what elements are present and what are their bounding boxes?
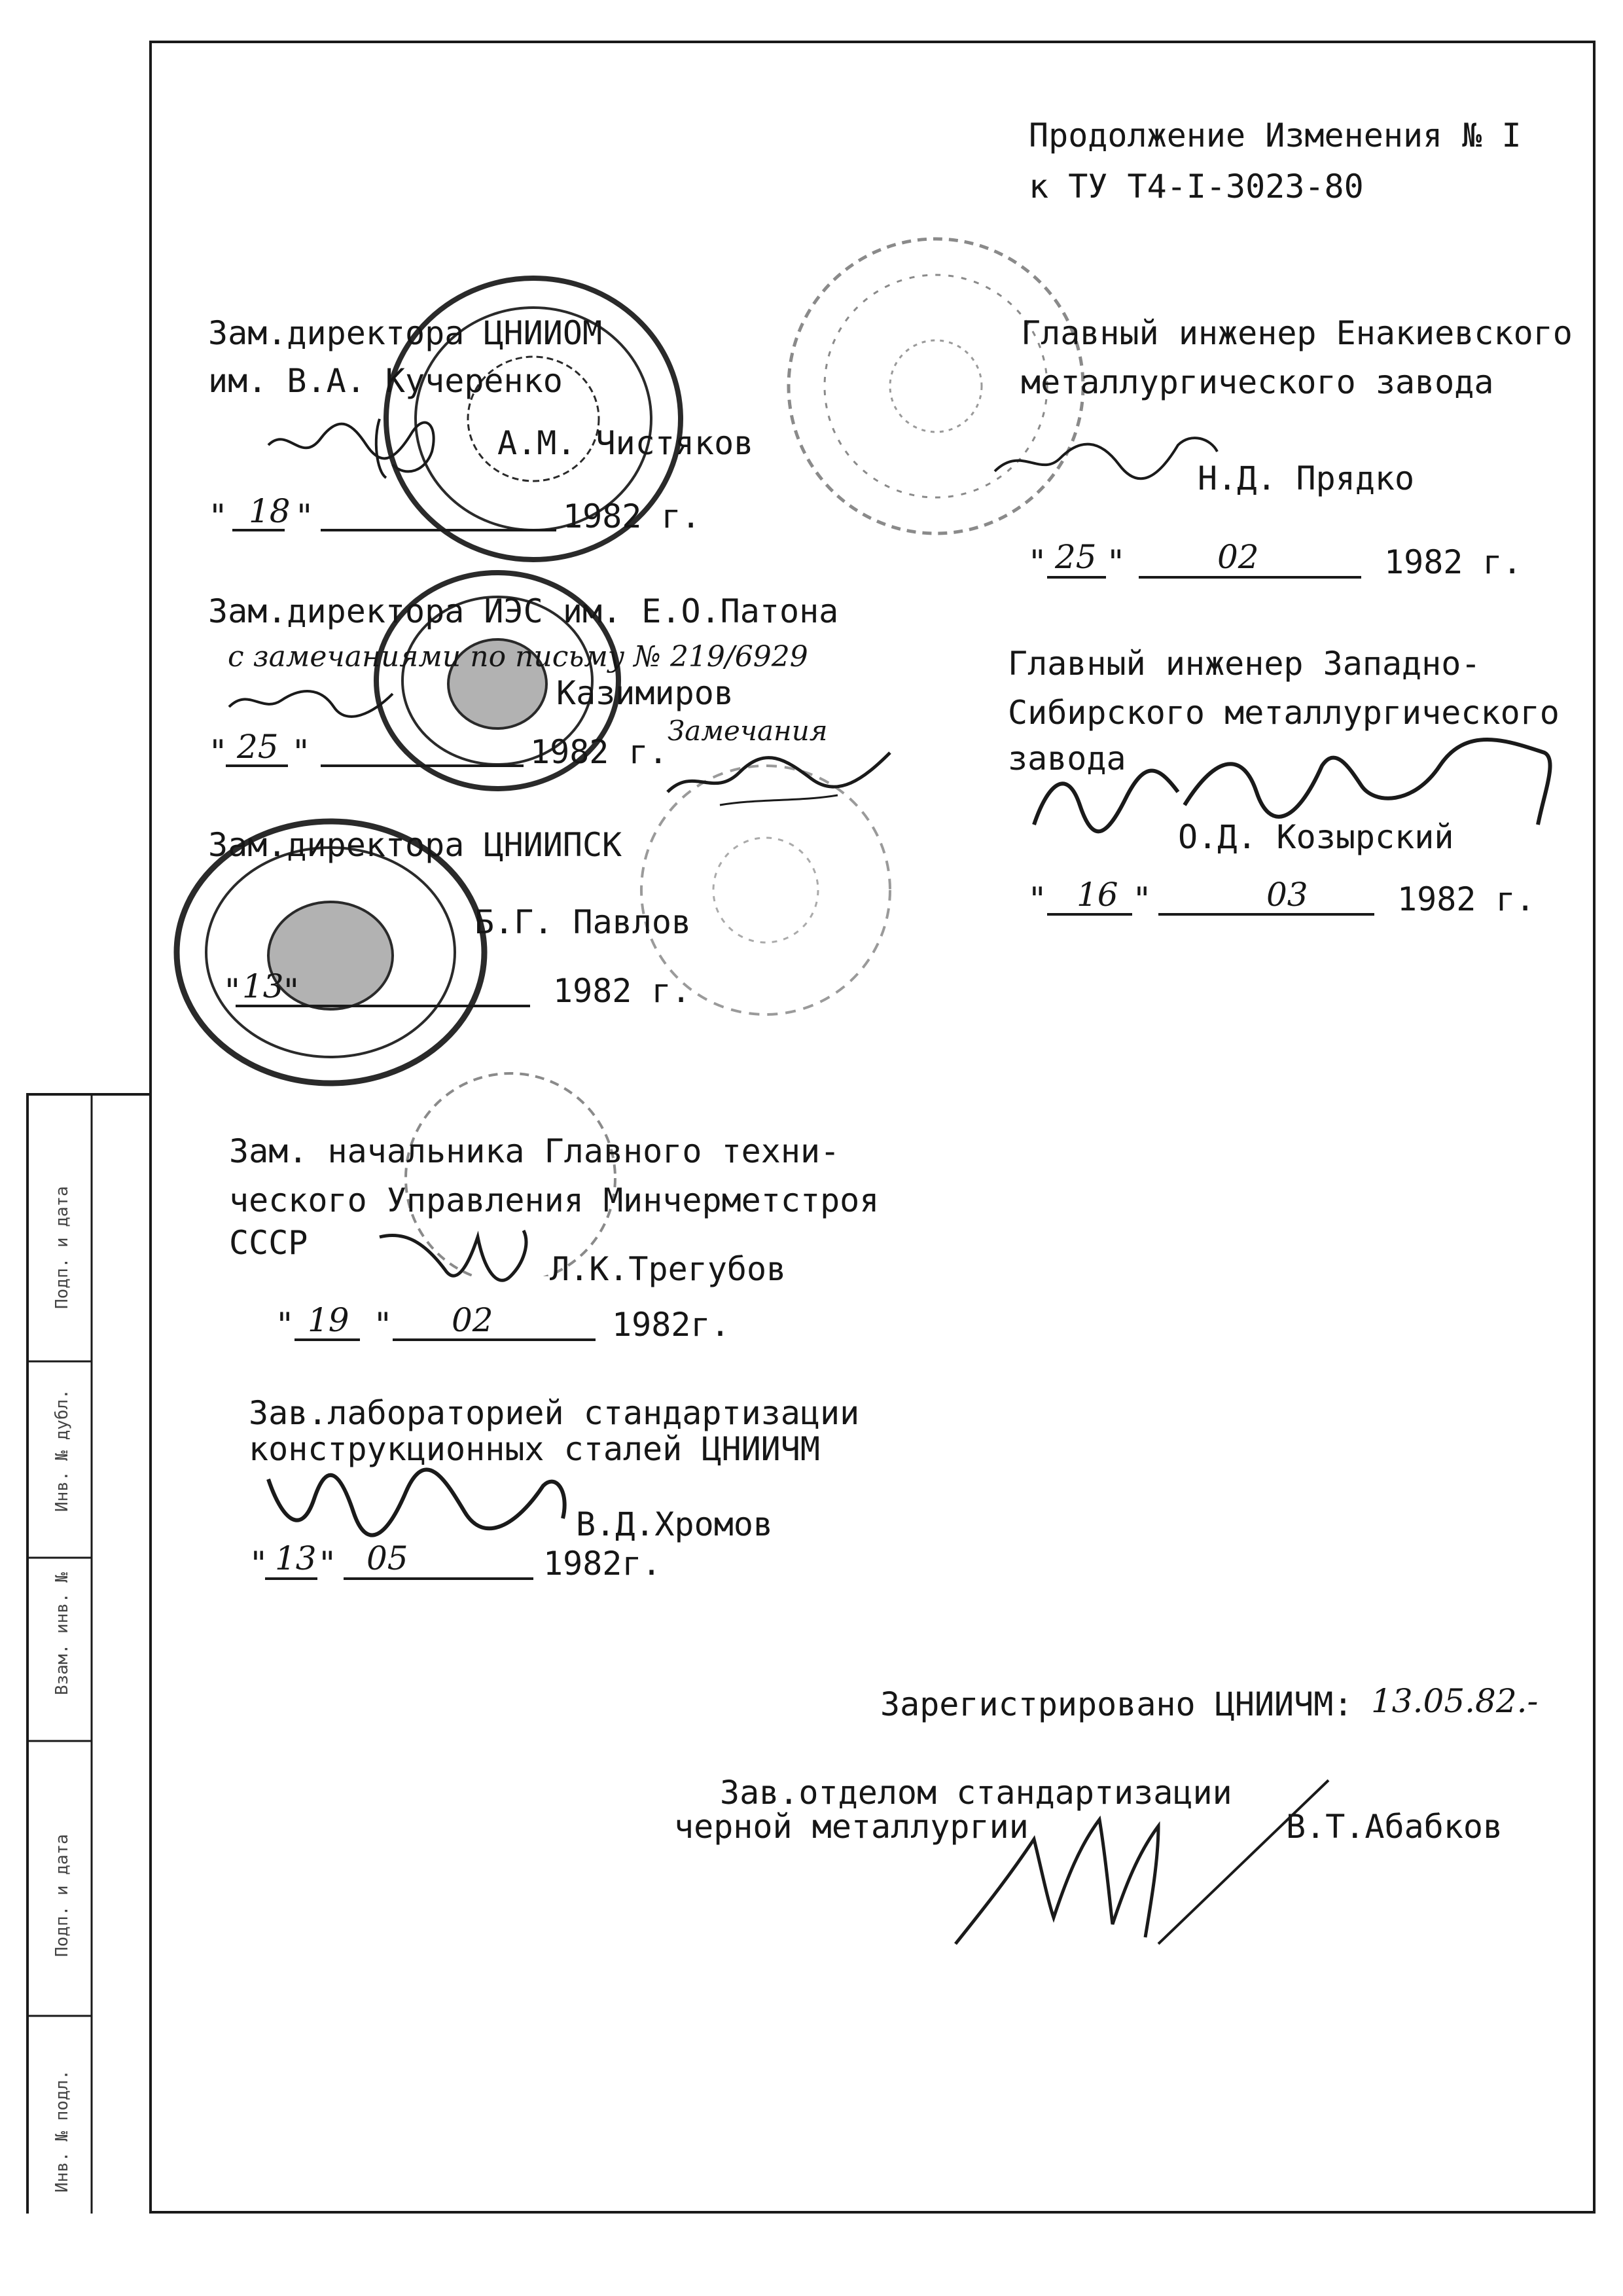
minchermet-title-2: ческого Управления Минчерметстроя: [229, 1181, 880, 1219]
zapsib-day: 16: [1077, 876, 1118, 914]
tsniitmash-title-2: им. В.А. Кучеренко: [208, 362, 563, 400]
tsniipsk-title: Зам.директора ЦНИИПСК: [208, 826, 622, 864]
tsniitmash-signature: [262, 399, 497, 484]
tsniitmash-date-open-quote: ": [208, 497, 228, 535]
lab-name: В.Д.Хромов: [576, 1505, 774, 1543]
minchermet-title-3: СССР: [229, 1224, 308, 1262]
lab-title-1: Зав.лабораторией стандартизации: [249, 1394, 860, 1432]
strip-label-signature-date-2: Подп. и дата: [52, 1834, 72, 1957]
minchermet-day: 19: [308, 1301, 349, 1339]
department-signature: [942, 1767, 1335, 1964]
strip-label-orig-inv: Инв. № подл.: [52, 2070, 72, 2193]
strip-label-signature-date: Подп. и дата: [52, 1186, 72, 1309]
minchermet-month: 02: [452, 1301, 493, 1339]
tsniitmash-day-line: [232, 529, 285, 531]
enakievo-day-line: [1047, 576, 1106, 579]
lab-month-line: [344, 1577, 533, 1580]
enakievo-name: Н.Д. Прядко: [1198, 459, 1415, 497]
registration-date: 13.05.82.-: [1371, 1682, 1539, 1720]
enakievo-month-line: [1139, 576, 1361, 579]
tsniipsk-day: 13: [242, 967, 284, 1005]
minchermet-date-close-quote: ": [373, 1306, 393, 1344]
enakievo-title-2: металлургического завода: [1021, 363, 1494, 401]
lab-signature: [255, 1460, 596, 1551]
registration-label: Зарегистрировано ЦНИИЧМ:: [880, 1685, 1353, 1723]
minchermet-day-line: [294, 1338, 360, 1341]
enakievo-title-1: Главный инженер Енакиевского: [1021, 314, 1573, 352]
header-line-1: Продолжение Изменения № I: [1029, 117, 1522, 154]
zapsib-title-3: завода: [1008, 740, 1126, 778]
patona-month-line: [321, 764, 524, 767]
tsniipsk-date-line: [236, 1005, 530, 1007]
tsniipsk-date-open-quote: ": [223, 972, 243, 1010]
tsniipsk-date-close-quote: ": [281, 972, 302, 1010]
minchermet-date-open-quote: ": [275, 1306, 295, 1344]
zapsib-title-2: Сибирского металлургического: [1008, 694, 1560, 732]
patona-signature: [223, 674, 419, 726]
lab-date-close-quote: ": [317, 1545, 338, 1583]
tsniitmash-month-line: [321, 529, 556, 531]
patona-remarks-signature: [654, 740, 903, 818]
tsniitmash-day: 18: [249, 492, 291, 530]
zapsib-year: 1982 г.: [1397, 880, 1535, 918]
patona-remarks: Замечания: [668, 715, 828, 747]
department-title-2: черной металлургии: [674, 1808, 1029, 1846]
patona-day-line: [226, 764, 288, 767]
lab-date-open-quote: ": [249, 1545, 269, 1583]
minchermet-signature: [366, 1217, 537, 1309]
tsniipsk-year: 1982 г.: [553, 972, 691, 1010]
enakievo-signature: [982, 419, 1230, 497]
lab-month: 05: [366, 1539, 408, 1577]
margin-strip: [26, 1093, 151, 2214]
minchermet-month-line: [393, 1338, 596, 1341]
tsniitmash-name: А.М. Чистяков: [497, 424, 754, 462]
zapsib-name: О.Д. Козырский: [1178, 818, 1454, 856]
tsniitmash-date-close-quote: ": [294, 497, 315, 535]
zapsib-month: 03: [1266, 876, 1308, 914]
zapsib-date-open-quote: ": [1027, 880, 1048, 918]
patona-title: Зам.директора ИЭС им. Е.О.Патона: [208, 592, 839, 630]
lab-title-2: конструкционных сталей ЦНИИЧМ: [249, 1430, 820, 1468]
margin-strip-grid: [26, 1093, 151, 2214]
lab-year: 1982г.: [543, 1545, 662, 1583]
lab-day: 13: [275, 1539, 317, 1577]
minchermet-name: Л.К.Трегубов: [550, 1250, 787, 1288]
patona-name: Казимиров: [556, 674, 734, 712]
tsniipsk-name: Б.Г. Павлов: [474, 903, 692, 941]
header-line-2: к ТУ Т4-I-3023-80: [1029, 168, 1364, 206]
enakievo-year: 1982 г.: [1384, 543, 1522, 581]
tsniitmash-year: 1982 г.: [563, 497, 701, 535]
zapsib-day-line: [1047, 913, 1132, 916]
patona-year: 1982 г.: [530, 733, 668, 771]
department-title-1: Зав.отделом стандартизации: [720, 1774, 1232, 1812]
enakievo-date-open-quote: ": [1027, 543, 1048, 581]
enakievo-day: 25: [1055, 538, 1097, 576]
patona-date-close-quote: ": [291, 733, 312, 771]
minchermet-year: 1982г.: [612, 1306, 730, 1344]
enakievo-month: 02: [1217, 538, 1259, 576]
tsniitmash-title-1: Зам.директора ЦНИИОМ: [208, 314, 603, 352]
enakievo-date-close-quote: ": [1106, 543, 1126, 581]
zapsib-title-1: Главный инженер Западно-: [1008, 645, 1481, 683]
patona-day: 25: [237, 728, 279, 766]
minchermet-title-1: Зам. начальника Главного техни-: [229, 1132, 840, 1170]
zapsib-date-close-quote: ": [1132, 880, 1152, 918]
patona-date-open-quote: ": [208, 733, 228, 771]
department-name: В.Т.Абабков: [1286, 1808, 1503, 1846]
patona-note: с замечаниями по письму № 219/6929: [228, 640, 808, 673]
strip-label-replace-inv: Взам. инв. №: [52, 1572, 72, 1695]
lab-day-line: [265, 1577, 317, 1580]
strip-label-dup-inv: Инв. № дубл.: [52, 1389, 72, 1512]
